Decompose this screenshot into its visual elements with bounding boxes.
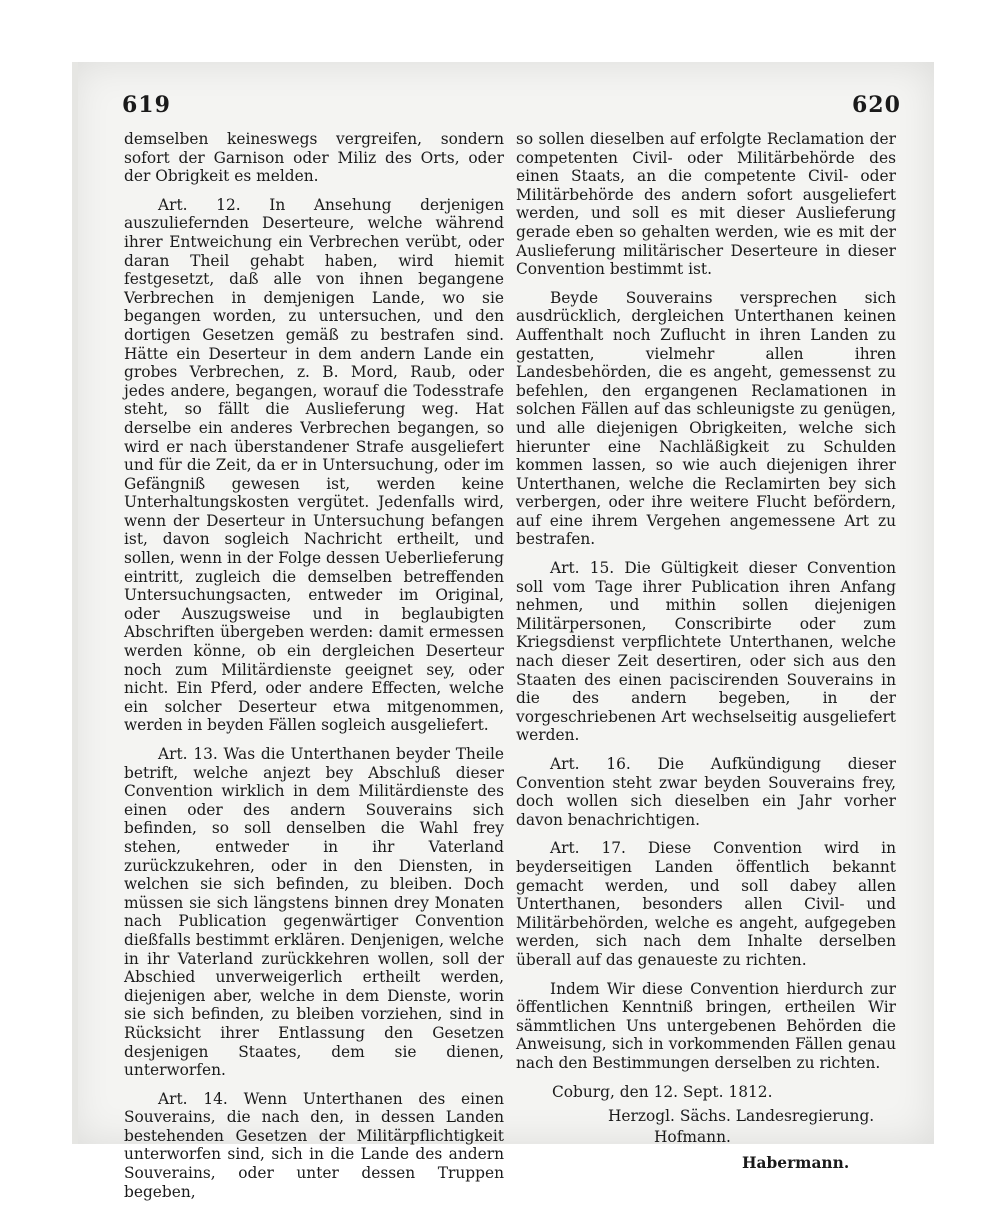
paragraph-continuation-right: so sollen dieselben auf erfolgte Reclamation der competenten Civil- oder Militärbehörde des einen Staats, an die competente Civil- oder Militärbehörde des andern sofort ausgeliefert werden, und soll es mit dieser Auslieferung gerade eben so gehalten werden, wie es mit der Auslieferung militärischer Deserteure in dieser Convention bestimmt ist.: [516, 130, 896, 279]
paragraph-continuation: demselben keineswegs vergreifen, sondern sofort der Garnison oder Miliz des Orts, oder der Obrigkeit es melden.: [124, 130, 504, 186]
closing-paragraph: Indem Wir diese Convention hierdurch zur öffentlichen Kenntniß bringen, ertheilen Wir sämmtlichen Uns untergebenen Behörden die Anweisung, sich in vorkommenden Fällen genau nach den Bestimmungen derselben zu richten.: [516, 979, 896, 1072]
right-column: [516, 130, 896, 1173]
signatory-name-1: Hofmann.: [654, 1127, 731, 1146]
article-12: Art. 12. In Ansehung derjenigen auszuliefernden Deserteure, welche während ihrer Entweichung ein Verbrechen verübt, oder daran Theil gehabt haben, wird hiemit festgesetzt, daß alle von ihnen begangene Verbrechen in demjenigen Lande, wo sie begangen worden, zu untersuchen, und den dortigen Gesetzen gemäß zu bestrafen sind. Hätte ein Deserteur in dem andern Lande ein grobes Verbrechen, z. B. Mord, Raub, oder jedes andere, begangen, worauf die Todesstrafe steht, so fällt die Auslieferung weg. Hat derselbe ein anderes Verbrechen begangen, so wird er nach überstandener Strafe ausgeliefert und für die Zeit, da er in Untersuchung, oder im Gefängniß gewesen ist, werden keine Unterhaltungskosten vergütet. Jedenfalls wird, wenn der Deserteur in Untersuchung befangen ist, davon sogleich Nachricht ertheilt, und sollen, wenn in der Folge dessen Ueberlieferung eintritt, zugleich die demselben betreffenden Untersuchungsacten, entweder im Original, oder Auszugsweise und in beglaubigten Abschriften übergeben werden: damit ermessen werden könne, ob ein dergleichen Deserteur noch zum Militärdienste geeignet sey, oder nicht. Ein Pferd, oder andere Effecten, welche ein solcher Deserteur etwa mitgenommen, werden in beyden Fällen sogleich ausgeliefert.: [124, 195, 504, 735]
place-date: Coburg, den 12. Sept. 1812.: [552, 1082, 773, 1101]
article-13: Art. 13. Was die Unterthanen beyder Theile betrift, welche anjezt bey Abschluß dieser Convention wirklich in dem Militärdienste des einen oder des andern Souverains sich befinden, so soll denselben die Wahl frey stehen, entweder in ihr Vaterland zurückzukehren, oder in den Diensten, in welchen sie sich befinden, zu bleiben. Doch müssen sie sich längstens binnen drey Monaten nach Publication gegenwärtiger Convention dießfalls bestimmt erklären. Denjenigen, welche in ihr Vaterland zurückkehren wollen, soll der Abschied unverweigerlich ertheilt werden, diejenigen aber, welche in dem Dienste, worin sie sich befinden, zu bleiben vorziehen, sind in Rücksicht ihrer Entlassung den Gesetzen desjenigen Staates, dem sie dienen, unterworfen.: [124, 745, 504, 1080]
paragraph-souverains: Beyde Souverains versprechen sich ausdrücklich, dergleichen Unterthanen keinen Auffenthalt noch Zuflucht in ihren Landen zu gestatten, vielmehr allen ihren Landesbehörden, die es angeht, gemessenst zu befehlen, den ergangenen Reclamationen in solchen Fällen auf das schleunigste zu genügen, und alle diejenigen Obrigkeiten, welche sich hierunter eine Nachläßigkeit zu Schulden kommen lassen, so wie auch diejenigen ihrer Unterthanen, welche die Reclamirten bey sich verbergen, oder ihre weitere Flucht befördern, auf eine ihrem Vergehen angemessene Art zu bestrafen.: [516, 288, 896, 549]
page-edge: [72, 62, 78, 1144]
article-16: Art. 16. Die Aufkündigung dieser Convention steht zwar beyden Souverains frey, doch wollen sich dieselben ein Jahr vorher davon benachrichtigen.: [516, 755, 896, 829]
page-number-left: 619: [122, 92, 171, 118]
signatory-name-2: Habermann.: [742, 1154, 850, 1173]
left-column: [124, 130, 504, 1211]
article-14: Art. 14. Wenn Unterthanen des einen Souverains, die nach den, in dessen Landen bestehenden Gesetzen der Militärpflichtigkeit unterworfen sind, sich in die Lande des andern Souverains, oder unter dessen Truppen begeben,: [124, 1089, 504, 1201]
article-15: Art. 15. Die Gültigkeit dieser Convention soll vom Tage ihrer Publication ihren Anfang nehmen, und mithin sollen diejenigen Militärpersonen, Conscribirte oder zum Kriegsdienst verpflichtete Unterthanen, welche nach dieser Zeit desertiren, oder sich aus den Staaten des einen paciscirenden Souverains in die des andern begeben, in der vorgeschriebenen Art wechselseitig ausgeliefert werden.: [516, 559, 896, 745]
signatory-authority: Herzogl. Sächs. Landesregierung.: [608, 1107, 875, 1126]
article-17: Art. 17. Diese Convention wird in beyderseitigen Landen öffentlich bekannt gemacht werden, und soll dabey allen Unterthanen, besonders allen Civil- und Militärbehörden, welche es angeht, aufgegeben werden, sich nach dem Inhalte derselben überall auf das genaueste zu richten.: [516, 839, 896, 969]
page-number-right: 620: [852, 92, 901, 118]
